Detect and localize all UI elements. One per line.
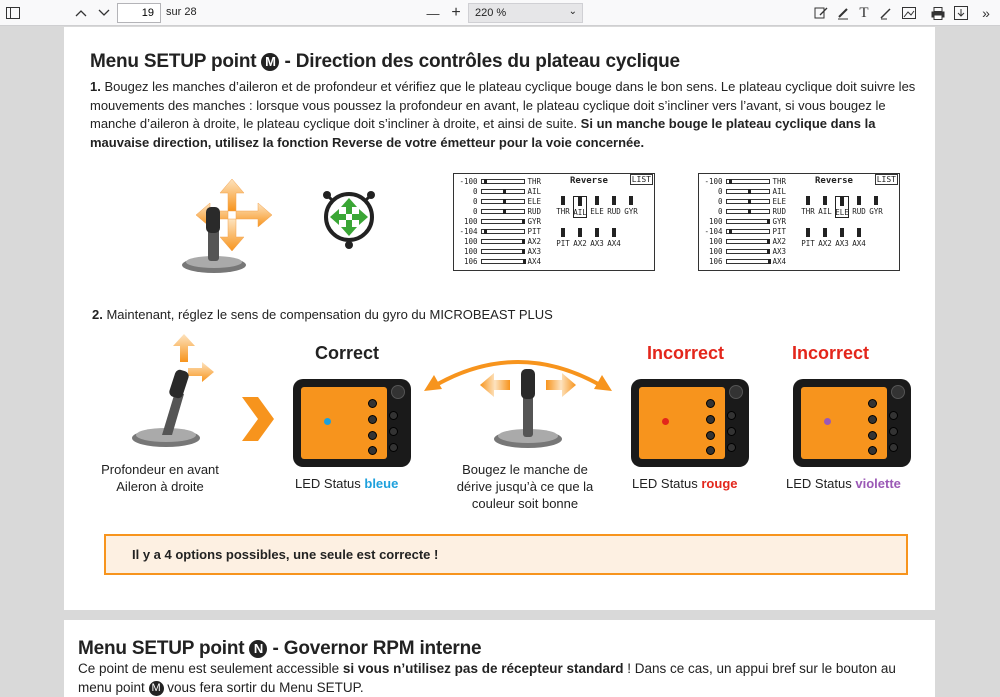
incorrect-label-red: Incorrect [647,343,725,363]
pdf-toolbar [0,0,1000,26]
stick-caption: Profondeur en avant Aileron à droite [101,462,219,494]
section-n-title: Menu SETUP point N - Governor RPM interne [78,638,482,659]
arrow-right-icon [242,397,274,441]
transmitter-reverse-screen-1: -100 THR 0 AIL 0 ELE 0 RUD 100 GYR -104 PIT 100 AX2 100 AX3 106 AX4 Reverse LIST THR AIL ELE RUD GYR PIT AX2 AX3 AX4 [453,173,655,271]
stick-forward-right-illustration [126,332,216,450]
page-total-label: sur 28 [166,6,197,18]
save-icon[interactable] [950,2,972,24]
more-tools-icon[interactable]: » [982,5,990,21]
microbeast-incorrect-violet [793,379,911,467]
incorrect-label-violet: Incorrect [792,343,870,363]
section-m-step-2: 2. Maintenant, réglez le sens de compensation du gyro du MICROBEAST PLUS [92,307,553,322]
stick-four-way-illustration [172,177,282,277]
zoom-in-button[interactable]: + [451,4,461,21]
next-page-icon[interactable] [93,2,115,24]
page-number-input[interactable] [117,3,161,23]
microbeast-correct [293,379,411,467]
draw-icon[interactable] [875,2,897,24]
correct-label: Correct [315,343,380,363]
reverse-title: Reverse [815,176,853,186]
pdf-page-20 [64,620,935,697]
pdf-page-19 [64,27,935,610]
zoom-out-button[interactable]: — [426,5,440,21]
zoom-value: 220 % [475,7,507,19]
menu-letter-m-icon: M [261,53,279,71]
led-status-blue: LED Status bleue [295,476,399,491]
led-status-violet: LED Status violette [786,476,901,491]
image-icon[interactable] [898,2,920,24]
notice-box: Il y a 4 options possibles, une seule est correcte ! [104,534,908,575]
section-m-title: Menu SETUP point M - Direction des contrôles du plateau cyclique [90,51,680,72]
led-status-red: LED Status rouge [632,476,738,491]
menu-letter-n-icon: N [249,640,267,658]
print-icon[interactable] [927,2,949,24]
chevron-down-icon: ⌄ [568,6,577,17]
previous-page-icon[interactable] [70,2,92,24]
edit-text-icon[interactable] [810,2,832,24]
list-label: LIST [876,175,896,184]
highlight-icon[interactable] [832,2,854,24]
text-tool-icon[interactable]: T [859,4,869,21]
zoom-select[interactable] [468,3,583,23]
menu-letter-m-icon: M [149,681,164,696]
swashplate-icon [317,185,381,249]
reverse-title: Reverse [570,176,608,186]
transmitter-reverse-screen-2: -100 THR 0 AIL 0 ELE 0 RUD 100 GYR -104 PIT 100 AX2 100 AX3 106 AX4 Reverse LIST THR AIL ELE RUD GYR PIT AX2 AX3 AX4 [698,173,900,271]
list-label: LIST [631,175,651,184]
microbeast-incorrect-red [631,379,749,467]
sidebar-toggle-icon[interactable] [2,2,24,24]
section-n-text: Ce point de menu est seulement accessible si vous n’utilisez pas de récepteur standard ! Dans ce cas, un appui bref sur le bouton au menu point M vous fera sortir du Menu SETUP. [78,661,896,695]
rudder-caption: Bougez le manche de dérive jusqu’à ce que la couleur soit bonne [456,462,594,511]
section-m-step-1: 1. Bougez les manches d’aileron et de profondeur et vérifiez que le plateau cyclique bouge dans le bon sens. Le plateau cyclique doit suivre les mouvements des manches : lorsque vous poussez la profondeur en avant, le plateau cyclique doit s’incliner vers l’avant, si vous bougez le manche d’aileron à droite, le plateau cyclique doit s’incliner à droite, et ainsi de suite. Si un manche bouge le plateau cyclique dans la mauvaise direction, utilisez la fonction Reverse de votre émetteur pour la voie concernée. [90,79,916,150]
rudder-stick-illustration [478,365,578,451]
